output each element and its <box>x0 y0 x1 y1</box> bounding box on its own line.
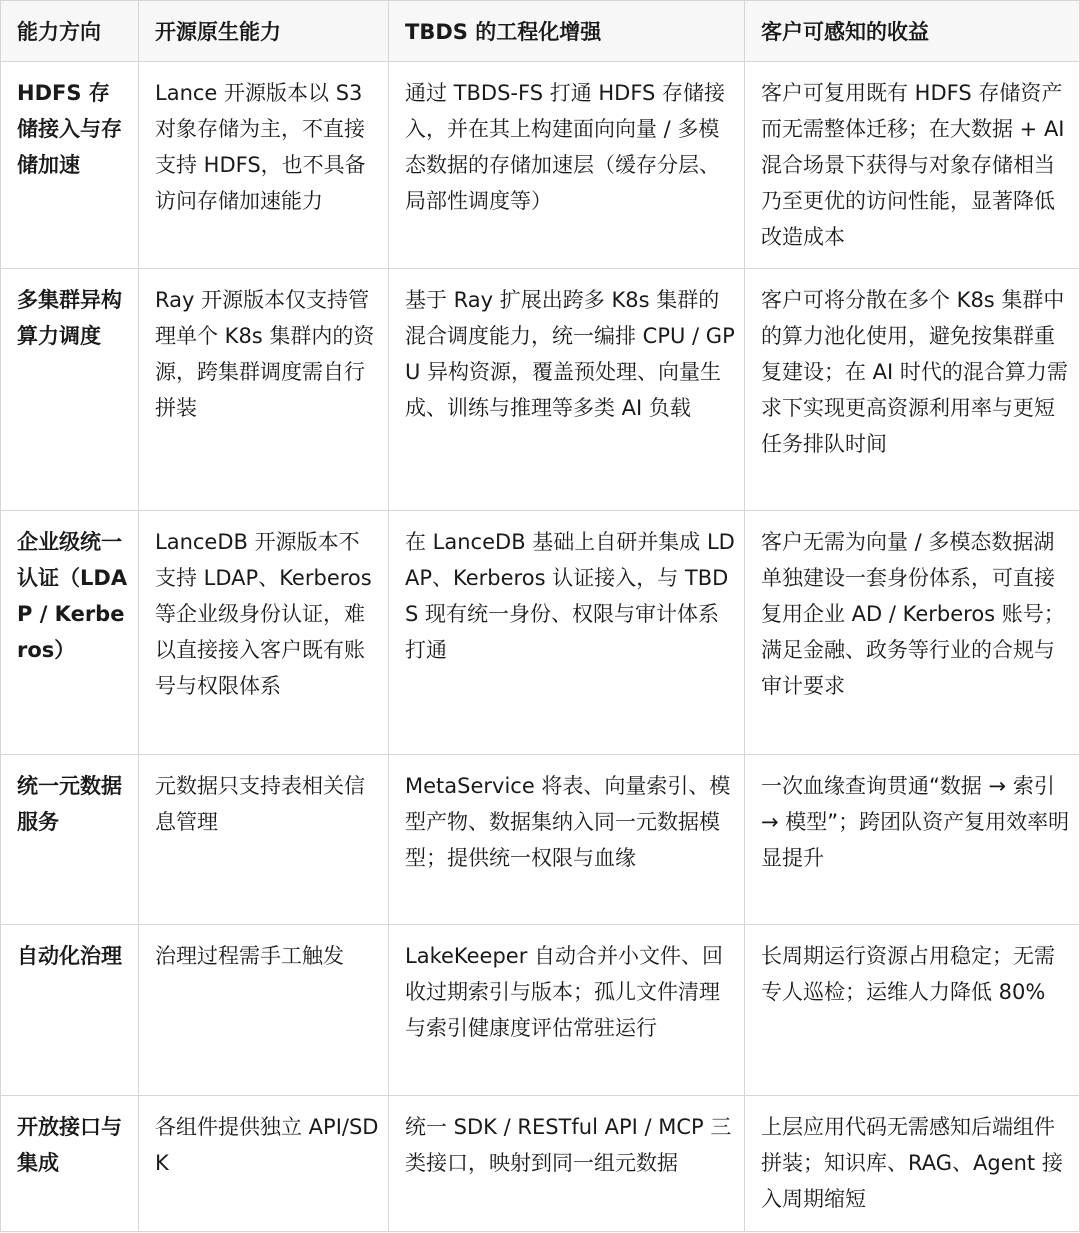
table-row <box>1 62 1080 269</box>
cell-native: 各组件提供独立 API/SDK <box>139 1096 389 1232</box>
cell-direction: 开放接口与集成 <box>1 1096 139 1232</box>
cell-direction: HDFS 存储接入与存储加速 <box>1 62 139 269</box>
cell-tbds: 通过 TBDS-FS 打通 HDFS 存储接入，并在其上构建面向向量 / 多模态数据的存储加速层（缓存分层、局部性调度等） <box>389 62 745 269</box>
table-row <box>1 755 1080 925</box>
cell-tbds: 统一 SDK / RESTful API / MCP 三类接口，映射到同一组元数据 <box>389 1096 745 1232</box>
cell-benefit: 上层应用代码无需感知后端组件拼装；知识库、RAG、Agent 接入周期缩短 <box>745 1096 1080 1232</box>
table-row <box>1 269 1080 511</box>
cell-direction: 统一元数据服务 <box>1 755 139 925</box>
cell-benefit: 客户可将分散在多个 K8s 集群中的算力池化使用，避免按集群重复建设；在 AI 时代的混合算力需求下实现更高资源利用率与更短任务排队时间 <box>745 269 1080 511</box>
cell-native: Ray 开源版本仅支持管理单个 K8s 集群内的资源，跨集群调度需自行拼装 <box>139 269 389 511</box>
header-capability-direction: 能力方向 <box>1 1 139 62</box>
header-open-source-native: 开源原生能力 <box>139 1 389 62</box>
cell-tbds: 基于 Ray 扩展出跨多 K8s 集群的混合调度能力，统一编排 CPU / GPU 异构资源，覆盖预处理、向量生成、训练与推理等多类 AI 负载 <box>389 269 745 511</box>
cell-native: 治理过程需手工触发 <box>139 925 389 1096</box>
table-row <box>1 925 1080 1096</box>
header-customer-benefit: 客户可感知的收益 <box>745 1 1080 62</box>
cell-direction: 企业级统一认证（LDAP / Kerberos） <box>1 511 139 755</box>
cell-benefit: 客户可复用既有 HDFS 存储资产而无需整体迁移；在大数据 + AI 混合场景下获得与对象存储相当乃至更优的访问性能，显著降低改造成本 <box>745 62 1080 269</box>
cell-native: 元数据只支持表相关信息管理 <box>139 755 389 925</box>
cell-native: LanceDB 开源版本不支持 LDAP、Kerberos 等企业级身份认证，难以直接接入客户既有账号与权限体系 <box>139 511 389 755</box>
header-tbds-enhancement: TBDS 的工程化增强 <box>389 1 745 62</box>
cell-tbds: LakeKeeper 自动合并小文件、回收过期索引与版本；孤儿文件清理与索引健康度评估常驻运行 <box>389 925 745 1096</box>
cell-benefit: 客户无需为向量 / 多模态数据湖单独建设一套身份体系，可直接复用企业 AD / Kerberos 账号；满足金融、政务等行业的合规与审计要求 <box>745 511 1080 755</box>
cell-benefit: 一次血缘查询贯通“数据 → 索引 → 模型”；跨团队资产复用效率明显提升 <box>745 755 1080 925</box>
table-row <box>1 511 1080 755</box>
cell-benefit: 长周期运行资源占用稳定；无需专人巡检；运维人力降低 80% <box>745 925 1080 1096</box>
cell-tbds: 在 LanceDB 基础上自研并集成 LDAP、Kerberos 认证接入，与 TBDS 现有统一身份、权限与审计体系打通 <box>389 511 745 755</box>
cell-direction: 多集群异构算力调度 <box>1 269 139 511</box>
cell-tbds: MetaService 将表、向量索引、模型产物、数据集纳入同一元数据模型；提供统一权限与血缘 <box>389 755 745 925</box>
cell-direction: 自动化治理 <box>1 925 139 1096</box>
table-row <box>1 1096 1080 1232</box>
table-header-row <box>1 1 1080 62</box>
cell-native: Lance 开源版本以 S3 对象存储为主，不直接支持 HDFS，也不具备访问存储加速能力 <box>139 62 389 269</box>
